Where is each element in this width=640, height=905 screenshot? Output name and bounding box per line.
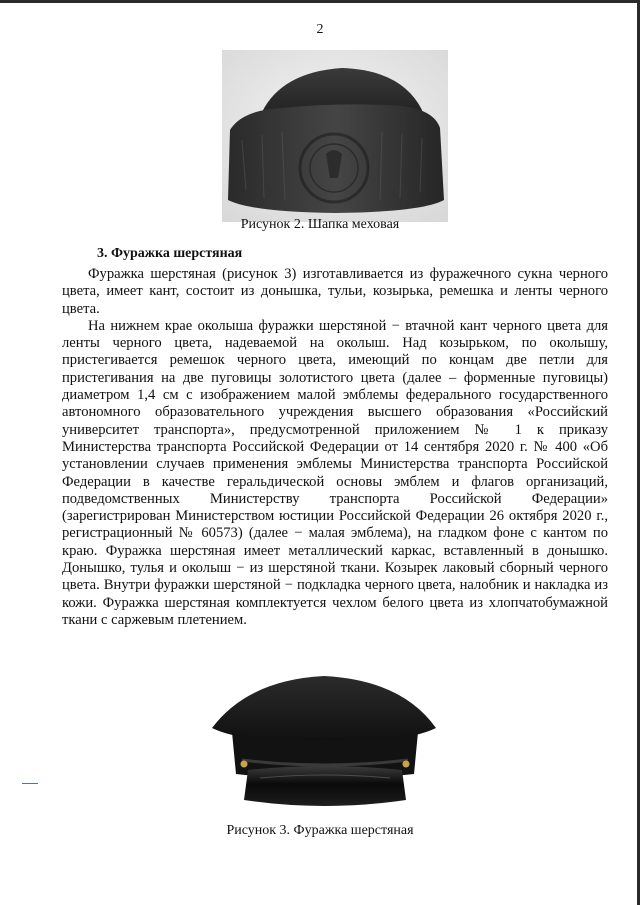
figure-3-caption: Рисунок 3. Фуражка шерстяная [226, 823, 414, 838]
paragraph-2: На нижнем крае околыша фуражки шерстяной − втачной кант черного цвета для ленты черного цвета, надеваемой на околыш. Над козырьком, по околышу, пристегивается ремешок черного цвета, имеющий по концам две петли для пристегивания на две пуговицы золотистого цвета (далее – форменные пуговицы) диаметром 1,4 см с изображением малой эмблемы федерального государственного автономного образовательного учреждения высшего образования «Российский университет транспорта», предусмотренной приложением № 1 к приказу Министерства транспорта Российской Федерации от 14 сентября 2020 г. № 400 «Об установлении случаев применения эмблемы Министерства транспорта Российской Федерации в качестве геральдической основы эмблем и флагов организаций, подведомственных Министерству транспорта Российской Федерации» (зарегистрирован Министерством юстиции Российской Федерации 26 октября 2020 г., регистрационный № 60573) (далее − малая эмблема), на гладком фоне с кантом по краю. Фуражка шерстяная имеет металлический каркас, вставленный в донышко. Донышко, тулья и околыш − из шерстяной ткани. Козырек лаковый сборный черного цвета. Внутри фуражки шерстяной − подкладка черного цвета, налобник и накладка из кожи. Фуражка шерстяная комплектуется чехлом белого цвета из хлопчатобумажной ткани с саржевым плетением. [62, 317, 608, 628]
paragraph-1: Фуражка шерстяная (рисунок 3) изготавливается из фуражечного сукна черного цвета, имеет кант, состоит из донышка, тульи, козырька, ремешка и ленты черного цвета. [62, 266, 608, 317]
official-stamp [300, 134, 368, 202]
scan-top-edge [0, 0, 640, 3]
wool-peaked-cap-photo [208, 666, 440, 816]
fur-hat-photo [222, 50, 448, 222]
gold-button-icon [241, 761, 248, 768]
page-number: 2 [316, 22, 324, 37]
section-heading: 3. Фуражка шерстяная [97, 246, 243, 261]
figure-2-caption: Рисунок 2. Шапка меховая [240, 217, 400, 232]
section-body [62, 266, 608, 629]
margin-mark [22, 783, 38, 784]
